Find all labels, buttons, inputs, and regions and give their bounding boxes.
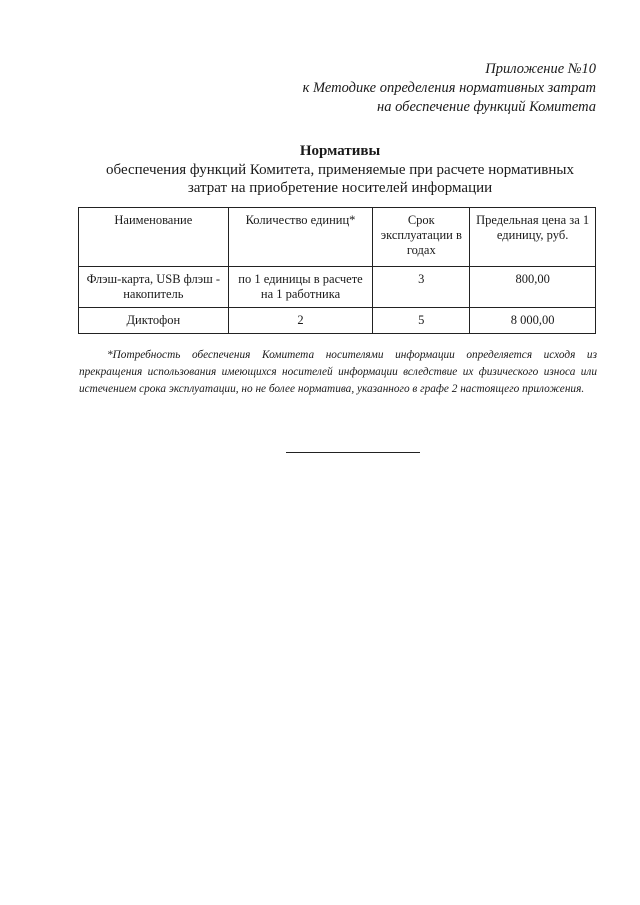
footnote-text: *Потребность обеспечения Комитета носителями информации определяется исходя из прекращения использования имеющихся носителей информации вследствие их физического износа или истечением срока эксплуатации, но не более норматива, указанного в графе 2 настоящего приложения. xyxy=(79,349,597,395)
table-header-row xyxy=(79,208,596,267)
annex-committee-ref: на обеспечение функций Комитета xyxy=(377,99,596,115)
cell-quantity: по 1 единицы в расчете на 1 работника xyxy=(228,267,373,308)
norms-table xyxy=(78,207,596,334)
annex-methodology-ref: к Методике определения нормативных затрат xyxy=(302,80,596,96)
cell-name: Диктофон xyxy=(79,308,229,334)
footnote xyxy=(79,347,597,398)
cell-quantity: 2 xyxy=(228,308,373,334)
annex-reference xyxy=(196,60,596,117)
annex-number: Приложение №10 xyxy=(485,61,596,77)
cell-max-price: 8 000,00 xyxy=(470,308,596,334)
header-service-life: Срок эксплуатации в годах xyxy=(373,208,470,267)
table-row xyxy=(79,267,596,308)
cell-service-life: 3 xyxy=(373,267,470,308)
document-title xyxy=(80,142,600,197)
title-heading: Нормативы xyxy=(299,143,381,159)
header-name: Наименование xyxy=(79,208,229,267)
header-max-price: Предельная цена за 1 единицу, руб. xyxy=(470,208,596,267)
cell-name: Флэш-карта, USB флэш - накопитель xyxy=(79,267,229,308)
cell-max-price: 800,00 xyxy=(470,267,596,308)
title-subtitle-line-2: затрат на приобретение носителей информации xyxy=(187,180,493,196)
header-quantity: Количество единиц* xyxy=(228,208,373,267)
end-divider xyxy=(286,452,420,453)
title-subtitle-line-1: обеспечения функций Комитета, применяемые при расчете нормативных xyxy=(106,162,574,178)
cell-service-life: 5 xyxy=(373,308,470,334)
table-row xyxy=(79,308,596,334)
